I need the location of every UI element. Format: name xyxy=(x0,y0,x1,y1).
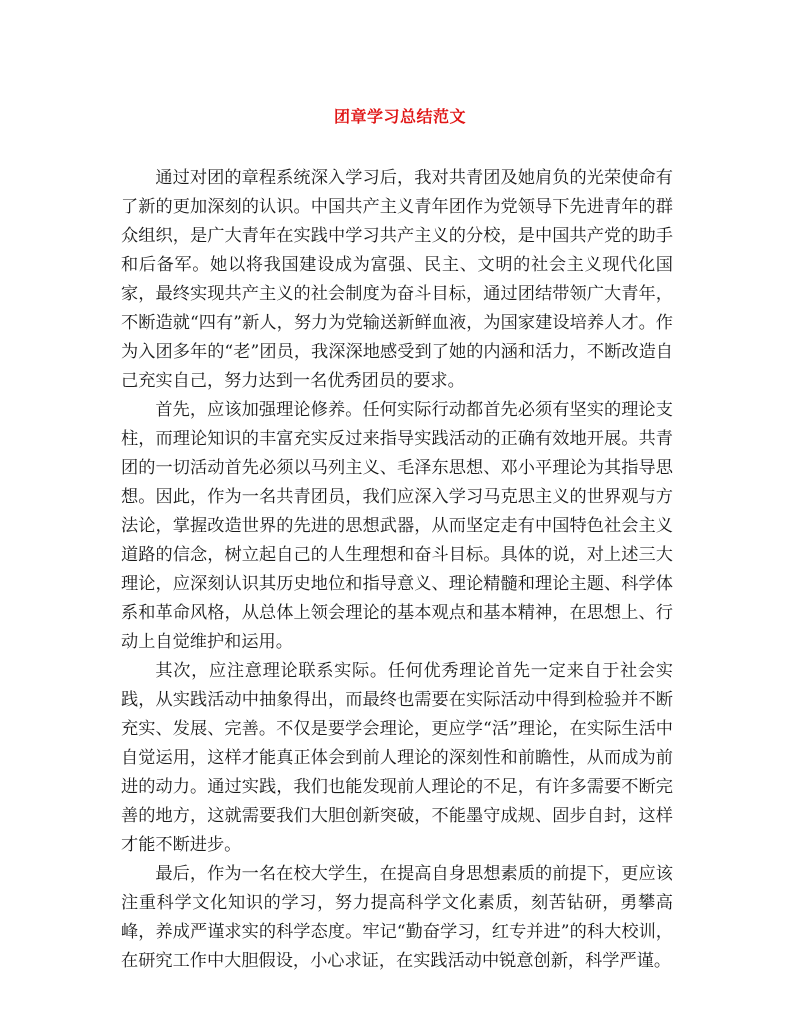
document-body xyxy=(121,164,673,976)
paragraph-theory: 首先，应该加强理论修养。任何实际行动都首先必须有坚实的理论支柱，而理论知识的丰富充实反过来指导实践活动的正确有效地开展。共青团的一切活动首先必须以马列主义、毛泽东思想、邓小平理论为其指导思想。因此，作为一名共青团员，我们应深入学习马克思主义的世界观与方法论，掌握改造世界的先进的思想武器，从而坚定走有中国特色社会主义道路的信念，树立起自己的人生理想和奋斗目标。具体的说，对上述三大理论，应深刻认识其历史地位和指导意义、理论精髓和理论主题、科学体系和革命风格，从总体上领会理论的基本观点和基本精神，在思想上、行动上自觉维护和运用。 xyxy=(121,400,673,652)
paragraph-intro: 通过对团的章程系统深入学习后，我对共青团及她肩负的光荣使命有了新的更加深刻的认识。中国共产主义青年团作为党领导下先进青年的群众组织，是广大青年在实践中学习共产主义的分校，是中国共产党的助手和后备军。她以将我国建设成为富强、民主、文明的社会主义现代化国家，最终实现共产主义的社会制度为奋斗目标，通过团结带领广大青年，不断造就“四有”新人，努力为党输送新鲜血液，为国家建设培养人才。作为入团多年的“老”团员，我深深地感受到了她的内涵和活力，不断改造自己充实自己，努力达到一名优秀团员的要求。 xyxy=(121,168,673,391)
paragraph-conclusion: 最后，作为一名在校大学生，在提高自身思想素质的前提下，更应该注重科学文化知识的学习，努力提高科学文化素质，刻苦钻研，勇攀高峰，养成严谨求实的科学态度。牢记“勤奋学习，红专并进”的科大校训，在研究工作中大胆假设，小心求证，在实践活动中锐意创新，科学严谨。 xyxy=(121,864,673,971)
paragraph-practice: 其次，应注意理论联系实际。任何优秀理论首先一定来自于社会实践，从实践活动中抽象得出，而最终也需要在实际活动中得到检验并不断充实、发展、完善。不仅是要学会理论，更应学“活”理论，在实际生活中自觉运用，这样才能真正体会到前人理论的深刻性和前瞻性，从而成为前进的动力。通过实践，我们也能发现前人理论的不足，有许多需要不断完善的地方，这就需要我们大胆创新突破，不能墨守成规、固步自封，这样才能不断进步。 xyxy=(121,661,673,855)
document-title: 团章学习总结范文 xyxy=(333,107,466,126)
